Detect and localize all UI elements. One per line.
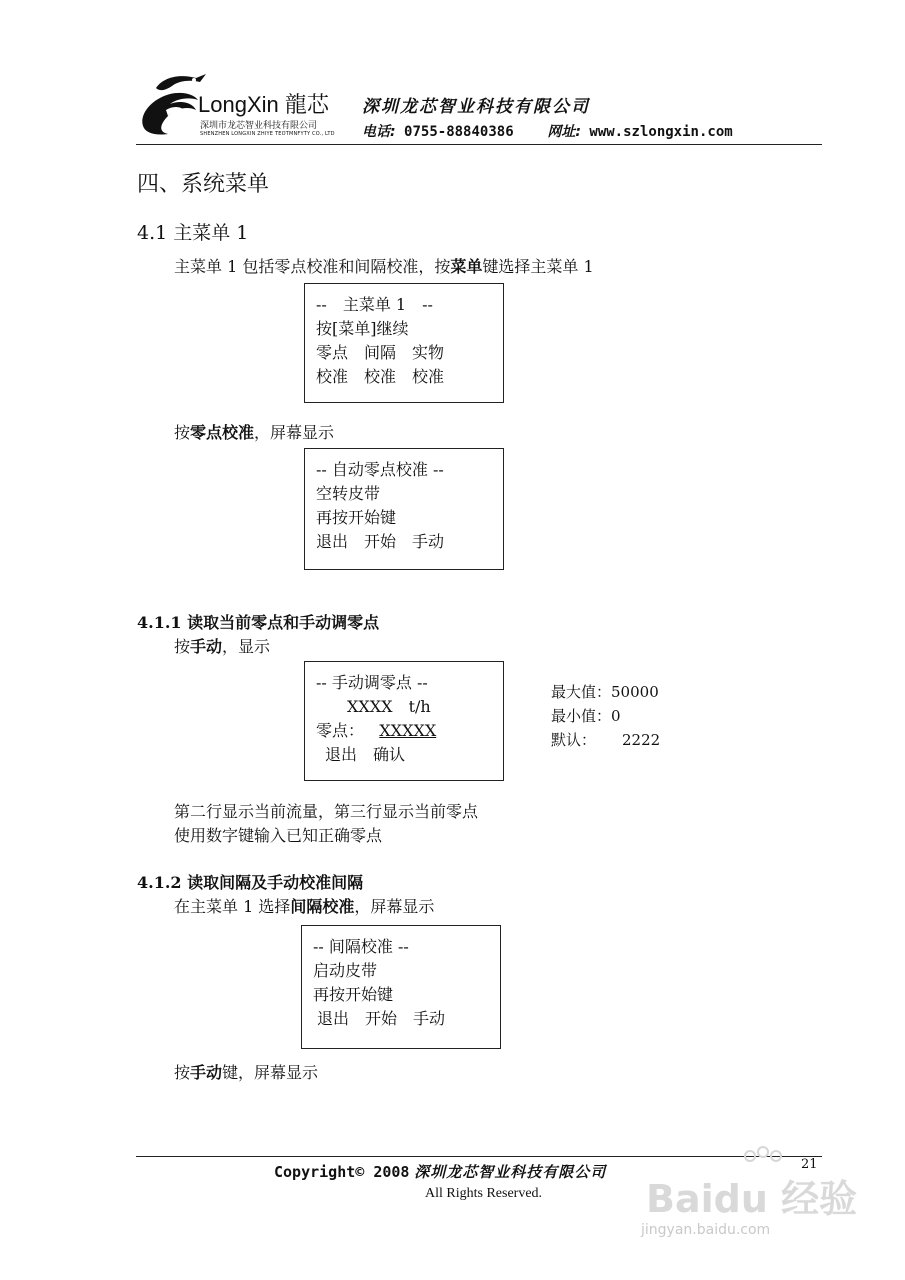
screen-line: 空转皮带 (316, 484, 381, 503)
final-paragraph (174, 1060, 318, 1083)
logo-subtitle-cn: 深圳市龙芯智业科技有限公司 (200, 121, 318, 131)
section-412-paragraph (174, 894, 434, 917)
note-line: 使用数字键输入已知正确零点 (174, 826, 383, 845)
screen-line: 零点 间隔 实物 (316, 343, 445, 362)
screen-line: -- 手动调零点 -- (316, 673, 428, 692)
screen-line: 退出 确认 (325, 745, 406, 764)
copyright-prefix: Copyright© 2008 (274, 1163, 410, 1181)
zero-readout (316, 718, 436, 741)
copyright-company: 深圳龙芯智业科技有限公司 (414, 1163, 607, 1181)
screen-line: 再按开始键 (316, 508, 397, 527)
screen-line: -- 主菜单 1 -- (316, 295, 433, 314)
para-bold: 手动 (190, 637, 223, 656)
main-menu-screen (304, 283, 504, 403)
screen-line: -- 自动零点校准 -- (316, 460, 444, 479)
screen-line: 校准 校准 校准 (316, 367, 445, 386)
screen-line: 再按开始键 (313, 985, 394, 1004)
page-number: 21 (801, 1157, 818, 1172)
watermark-url: jingyan.baidu.com (641, 1222, 771, 1238)
max-label: 最大值： (551, 683, 612, 701)
section-412-title: 4.1.2 读取间隔及手动校准间隔 (137, 873, 364, 892)
intro-text-end: 键选择主菜单 1 (482, 257, 594, 276)
website-link[interactable]: www.szlongxin.com (589, 124, 733, 140)
zero-paragraph (174, 420, 334, 443)
para-text: 按 (174, 1063, 191, 1082)
footer-divider (136, 1156, 822, 1157)
screen-line: 按[菜单]继续 (316, 319, 409, 338)
section-411-paragraph (174, 634, 270, 657)
default-label: 默认： (551, 731, 597, 749)
logo-wordmark: LongXin 龍芯 (198, 92, 329, 117)
flow-readout: XXXX t/h (347, 697, 431, 716)
max-value: 50000 (611, 683, 659, 701)
screen-line: 退出 开始 手动 (316, 532, 445, 551)
watermark-brand: Baidu 经验 (646, 1177, 858, 1221)
default-value-line (551, 729, 660, 750)
auto-zero-screen (304, 448, 504, 570)
para-bold: 间隔校准 (290, 897, 355, 916)
intro-bold: 菜单 (450, 257, 483, 276)
default-value: 2222 (622, 731, 661, 749)
zero-bold: 零点校准 (190, 423, 255, 442)
rights-reserved: All Rights Reserved. (425, 1186, 543, 1201)
para-text-end: ，显示 (222, 637, 271, 656)
manual-zero-screen (304, 661, 504, 781)
intro-paragraph (174, 254, 594, 277)
zero-text-end: ，屏幕显示 (254, 423, 335, 442)
para-text: 按 (174, 637, 191, 656)
phone-number: 0755-88840386 (404, 124, 514, 140)
zero-text: 按 (174, 423, 191, 442)
copyright-line (274, 1161, 606, 1182)
subsection-title: 4.1 主菜单 1 (137, 222, 249, 244)
para-bold: 手动 (190, 1063, 223, 1082)
para-text-end: 键，屏幕显示 (222, 1063, 319, 1082)
screen-line: -- 间隔校准 -- (313, 937, 409, 956)
intro-text: 主菜单 1 包括零点校准和间隔校准，按 (174, 257, 451, 276)
section-title: 四、系统菜单 (137, 172, 270, 197)
max-value-line (551, 681, 659, 702)
min-value: 0 (611, 707, 621, 725)
min-label: 最小值： (551, 707, 612, 725)
para-text: 在主菜单 1 选择 (174, 897, 291, 916)
span-calibration-screen (301, 925, 501, 1049)
logo-subtitle-en: SHENZHEN LONGXIN ZHIYE TEOTMNFYTY CO., LTD (200, 131, 335, 137)
min-value-line (551, 705, 621, 726)
header-divider (136, 144, 822, 145)
note-line: 第二行显示当前流量，第三行显示当前零点 (174, 802, 479, 821)
para-text-end: ，屏幕显示 (354, 897, 435, 916)
company-name: 深圳龙芯智业科技有限公司 (362, 97, 590, 117)
section-411-title: 4.1.1 读取当前零点和手动调零点 (137, 613, 380, 632)
screen-line: 退出 开始 手动 (317, 1009, 446, 1028)
phone-label: 电话: (362, 124, 396, 140)
zero-label: 零点： (316, 721, 365, 740)
website-label: 网址: (547, 124, 581, 140)
contact-line (362, 121, 733, 141)
screen-line: 启动皮带 (313, 961, 378, 980)
zero-value: XXXXX (379, 721, 437, 740)
